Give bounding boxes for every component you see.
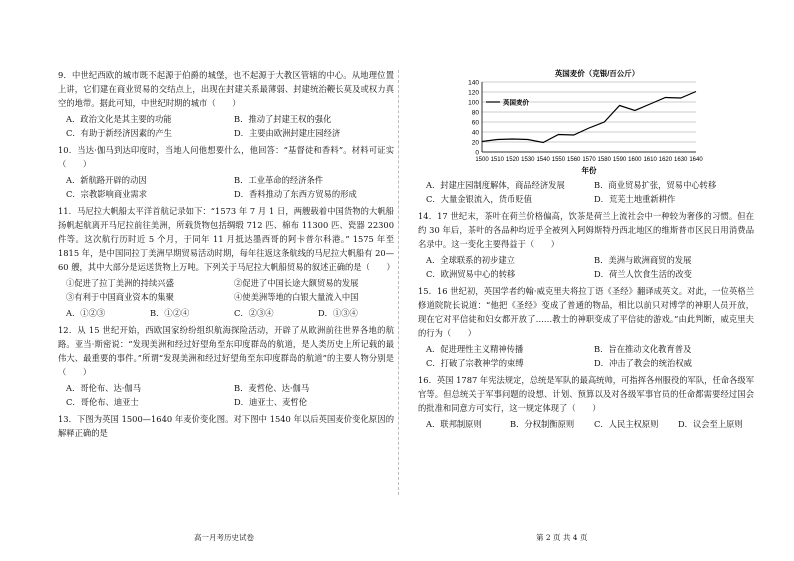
question-10-option-b: B．工业革命的经济条件: [234, 175, 324, 185]
y-tick-label: 120: [468, 89, 479, 97]
question-11-item-3: ③有利于中国商业资本的集聚: [66, 292, 174, 302]
question-12-option-b: B．麦哲伦、达·伽马: [234, 383, 310, 393]
x-tick-label: 1600: [628, 157, 642, 163]
question-10-option-c: C．宗教影响商业需求: [66, 189, 148, 199]
y-tick-label: 140: [468, 79, 479, 87]
x-tick-label: 1500: [475, 157, 489, 163]
question-13: [58, 412, 394, 440]
question-15-option-a: A．促进理性主义精神传播: [426, 344, 524, 354]
y-tick-label: 40: [471, 129, 479, 137]
x-tick-label: 1540: [536, 157, 550, 163]
question-16: [418, 373, 754, 431]
x-tick-label: 1560: [567, 157, 581, 163]
question-15: [418, 284, 754, 370]
question-12-option-c: C．哥伦布、迪亚士: [66, 397, 139, 407]
y-tick-label: 80: [471, 109, 479, 117]
question-11-item-4: ④使美洲等地的白银大量流入中国: [234, 292, 359, 302]
question-13-text: 13．下图为英国 1500—1640 年麦价变化图。对下图中 1540 年以后英国麦价变化原因的解释正确的是: [58, 414, 394, 438]
x-tick-label: 1510: [490, 157, 504, 163]
question-16-option-c: C．人民主权原则: [594, 419, 659, 429]
question-14: [418, 209, 754, 281]
y-tick-label: 0: [475, 149, 479, 157]
chart-title: 英国麦价（克银/百公斤）: [554, 69, 640, 78]
question-15-text: 15．16 世纪初，英国学者约翰·威克里夫将拉丁语《圣经》翻译成英文。对此，一位英格兰修道院院长说道：“他把《圣经》变成了普通的物品，相比以前只对博学的神职人员开放，现在它对平信徒和妇女都开放了……教士的神职变成了平信徒的游戏。”由此判断，威克里夫的行为（ ）: [418, 286, 754, 338]
question-11: [58, 204, 394, 320]
question-16-option-b: B．分权制衡原则: [510, 419, 575, 429]
footer-exam-title: 高一月考历史试卷: [194, 533, 254, 542]
question-11-option-d: D．①③④: [318, 308, 358, 318]
question-11-option-a: A．①②③: [66, 308, 106, 318]
question-16-text: 16．英国 1787 年宪法规定，总统是军队的最高统帅，可指挥各州服役的军队，任命各级军官等。但总统关于军事问题的设想、计划、预算以及对各级军事官员的任命都需要经过国会的批准和同意方可实行，这一规定体现了（ ）: [418, 375, 754, 413]
question-14-text: 14．17 世纪末，茶叶在荷兰价格偏高，饮茶是荷兰上流社会中一种较为奢侈的习惯。但在约 30 年后，茶叶的各品种均近乎全被列入阿姆斯特丹西北地区的维斯普市区民日用消费品名录中。这一变化主要得益于（ ）: [418, 211, 754, 249]
legend-label: 英国麦价: [503, 99, 529, 107]
x-tick-label: 1610: [643, 157, 657, 163]
left-column: [58, 68, 394, 440]
question-14-option-d: D．荷兰人饮食生活的改变: [594, 269, 692, 279]
question-9-option-c: C．有助于新经济因素的产生: [66, 128, 172, 138]
x-tick-label: 1550: [551, 157, 566, 163]
question-10-option-a: A．新航路开辟的动因: [66, 175, 147, 185]
question-13-option-c: C．大量金银流入，货币贬值: [426, 194, 532, 204]
y-tick-label: 60: [471, 119, 479, 127]
x-tick-label: 1520: [505, 157, 520, 163]
question-13-option-d: D．荒芜土地重新耕作: [594, 194, 676, 204]
question-10: [58, 143, 394, 201]
question-10-option-d: D．香料推动了东西方贸易的形成: [234, 189, 357, 199]
question-11-item-1: ①促进了拉丁美洲的持续兴盛: [66, 278, 174, 288]
y-tick-label: 20: [471, 139, 479, 147]
x-tick-label: 1620: [658, 157, 673, 163]
x-tick-label: 1530: [521, 157, 535, 163]
question-13-options: [418, 178, 754, 206]
x-tick-label: 1580: [597, 157, 611, 163]
question-12: [58, 323, 394, 409]
question-16-option-d: D．议会至上原则: [678, 419, 743, 429]
question-12-option-d: D．迪亚士、麦哲伦: [234, 397, 308, 407]
question-13-option-b: B．商业贸易扩张，贸易中心转移: [594, 180, 717, 190]
footer-page-number: 第 2 页 共 4 页: [536, 533, 588, 542]
y-tick-label: 100: [468, 99, 479, 107]
question-11-option-b: B．①②④: [150, 308, 190, 318]
right-column: [418, 176, 754, 431]
x-tick-label: 1590: [612, 157, 627, 163]
question-12-option-a: A．哥伦布、达·伽马: [66, 383, 142, 393]
x-tick-label: 1570: [582, 157, 596, 163]
question-14-option-a: A．全球联系的初步建立: [426, 255, 515, 265]
wheat-price-chart: [460, 68, 710, 184]
question-11-text: 11．马尼拉大帆船太平洋首航记录如下：“1573 年 7 月 1 日，两艘载着中国货物的大帆船扬帆起航离开马尼拉前往美洲，所载货物包括绸缎 712 匹、棉布 11300 匹、瓷器 22300 件等。这次航行历时近 5 个月，于同年 11 月抵达墨西哥的阿卡普尔科港。” 1575 年至 1815 年，是中国同拉丁美洲早期贸易活动时期，每年往返这条航线的马尼拉大帆船有 20—60 艘，其中大部分是运送货物上万吨。下列关于马尼拉大帆船贸易的叙述正确的是（ ）: [58, 206, 395, 272]
x-tick-label: 1640: [689, 157, 703, 163]
x-tick-label: 1630: [674, 157, 688, 163]
question-16-option-a: A．联邦制原则: [426, 419, 482, 429]
question-9-option-b: B．推动了封建王权的强化: [234, 114, 332, 124]
question-14-option-b: B．美洲与欧洲商贸的发展: [594, 255, 692, 265]
question-10-text: 10．当达·伽马到达印度时，当地人问他想要什么，他回答：“基督徒和香料”。材料可证实（ ）: [58, 145, 394, 169]
question-15-option-d: D．冲击了教会的统治权威: [594, 358, 692, 368]
chart-svg: [460, 68, 710, 184]
question-9-option-a: A．政治文化是其主要的功能: [66, 114, 172, 124]
question-12-text: 12．从 15 世纪开始，西欧国家纷纷组织航海探险活动，开辟了从欧洲前往世界各地的航路。亚当·斯密说：“发现美洲和经过好望角至东印度群岛的航道，是人类历史上所记载的最伟大、最重要的事件。”所谓“发现美洲和经过好望角至东印度群岛的航道”的主要人物分别是（ ）: [58, 325, 394, 377]
column-divider: [398, 70, 399, 495]
x-axis-label: 年份: [581, 166, 597, 175]
question-9-text: 9．中世纪西欧的城市既不起源于伯爵的城堡，也不起源于大教区管辖的中心。从地理位置上讲，它们建在商业贸易的交结点上，出现在封建关系最薄弱、封建统治鞭长莫及或权力真空的地带。据此可知，中世纪时期的城市（ ）: [58, 70, 394, 108]
question-11-item-2: ②促进了中国长途大额贸易的发展: [234, 278, 359, 288]
question-15-option-b: B．旨在推动文化教育普及: [594, 344, 692, 354]
question-13-option-a: A．封建庄园制度解体，商品经济发展: [426, 180, 565, 190]
question-9: [58, 68, 394, 140]
question-11-option-c: C．②③④: [234, 308, 274, 318]
question-14-option-c: C．欧洲贸易中心的转移: [426, 269, 516, 279]
question-15-option-c: C．打破了宗教神学的束缚: [426, 358, 524, 368]
question-9-option-d: D．主要由欧洲封建庄园经济: [234, 128, 341, 138]
